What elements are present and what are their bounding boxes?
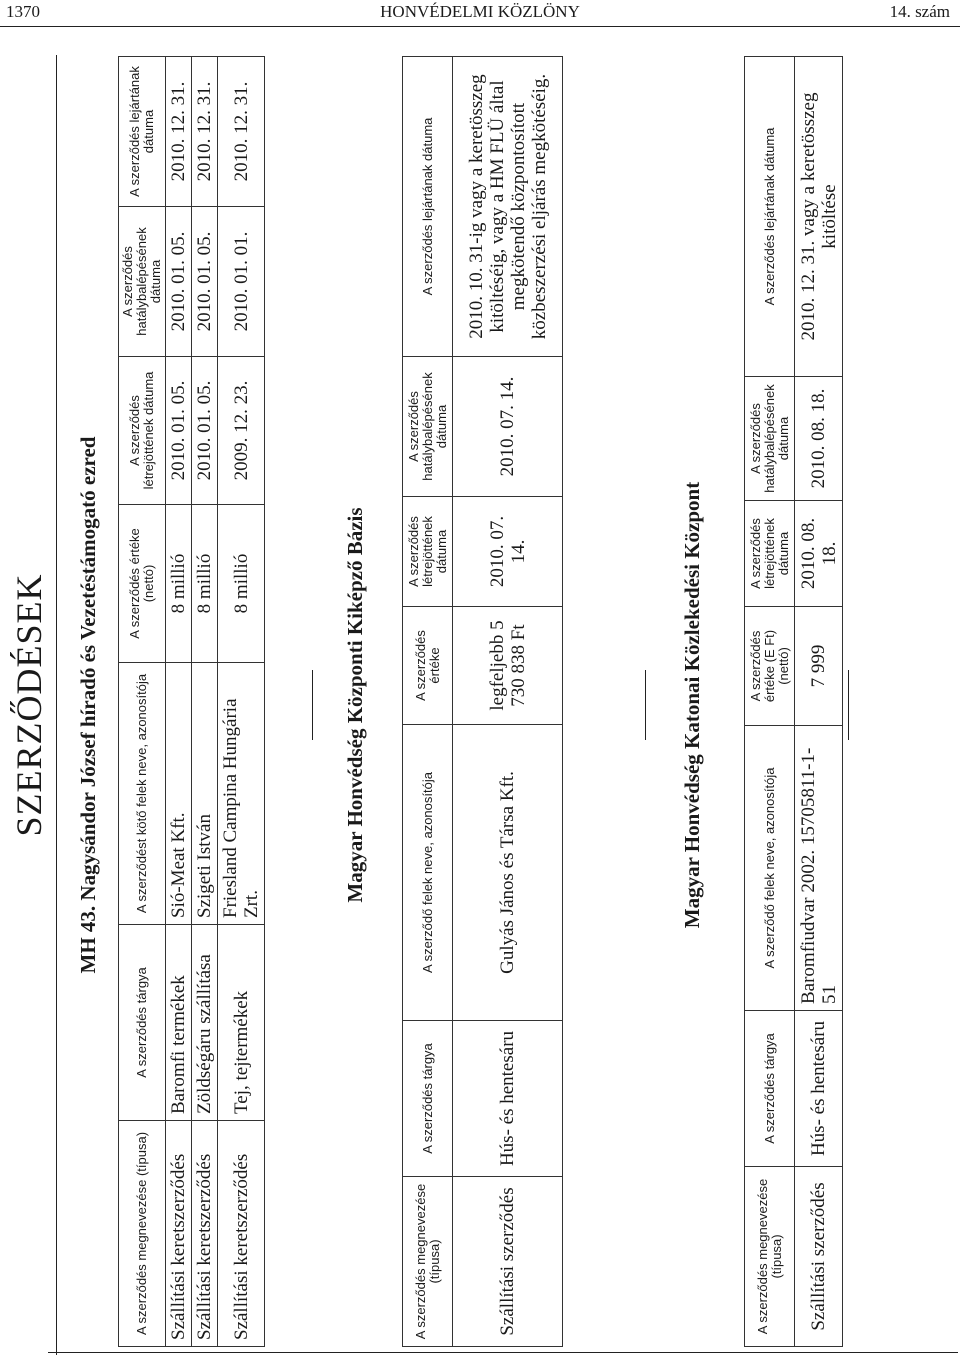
page-number: 1370: [6, 2, 40, 21]
contracts-table-mh43: [118, 56, 265, 1347]
contracts-table-kkk: [744, 56, 843, 1347]
cell-date-effective: 2010. 01. 05.: [166, 207, 192, 357]
section-title-kkb: Magyar Honvédség Központi Kiképző Bázis: [343, 507, 367, 903]
title-rule: [56, 55, 57, 1355]
issue-number: 14. szám: [889, 2, 950, 21]
cell-contract-type: Szállítási keretszerződés: [192, 1121, 218, 1347]
header-contract-type: A szerződés megnevezése (típusa): [745, 1167, 795, 1347]
header-date-expiry: A szerződés lejártának dátuma: [119, 57, 166, 207]
cell-contract-type: Szállítási szerződés: [795, 1167, 843, 1347]
cell-contract-subject: Hús- és hentesáru: [453, 1021, 563, 1177]
cell-date-expiry: 2010. 12. 31.: [192, 57, 218, 207]
cell-contract-value: legfeljebb 5 730 838 Ft: [453, 607, 563, 725]
header-contract-value: A szerződés értéke (E Ft) (nettó): [745, 607, 795, 726]
header-date-effective: A szerződés hatálybalépésének dátuma: [745, 377, 795, 501]
section-separator: [312, 670, 313, 740]
table-row: [192, 57, 218, 1347]
cell-contract-value: 7 999: [795, 607, 843, 726]
cell-date-concluded: 2010. 08. 18.: [795, 501, 843, 607]
header-contract-type: A szerződés megnevezése (típusa): [403, 1177, 453, 1347]
cell-contract-value: 8 millió: [166, 505, 192, 663]
contracts-table-kkb: [402, 56, 563, 1347]
header-date-expiry: A szerződés lejártának dátuma: [745, 57, 795, 377]
cell-date-concluded: 2009. 12. 23.: [218, 357, 265, 505]
cell-date-expiry: 2010. 12. 31.: [218, 57, 265, 207]
header-contract-parties: A szerződő felek neve, azonosítója: [745, 726, 795, 1011]
header-contract-parties: A szerződést kötő felek neve, azonosítója: [119, 663, 166, 925]
header-contract-subject: A szerződés tárgya: [745, 1011, 795, 1167]
header-date-concluded: A szerződés létrejöttének dátuma: [745, 501, 795, 607]
table-row: [453, 57, 563, 1347]
cell-date-expiry: 2010. 12. 31.: [166, 57, 192, 207]
header-contract-value: A szerződés értéke: [403, 607, 453, 725]
cell-date-concluded: 2010. 01. 05.: [192, 357, 218, 505]
header-date-expiry: A szerződés lejártának dátuma: [403, 57, 453, 357]
section-separator: [645, 670, 646, 740]
header-date-effective: A szerződés hatálybalépésének dátuma: [119, 207, 166, 357]
cell-contract-parties: Szigeti István: [192, 663, 218, 925]
cell-date-effective: 2010. 01. 05.: [192, 207, 218, 357]
cell-contract-value: 8 millió: [218, 505, 265, 663]
cell-contract-subject: Hús- és hentesáru: [795, 1011, 843, 1167]
cell-contract-type: Szállítási szerződés: [453, 1177, 563, 1347]
cell-date-concluded: 2010. 07. 14.: [453, 497, 563, 607]
cell-contract-parties: Friesland Campina Hungária Zrt.: [218, 663, 265, 925]
header-contract-value: A szerződés értéke (nettó): [119, 505, 166, 663]
table-row: [218, 57, 265, 1347]
cell-date-effective: 2010. 08. 18.: [795, 377, 843, 501]
cell-contract-type: Szállítási keretszerződés: [166, 1121, 192, 1347]
page-header: [0, 0, 960, 26]
table-row: [166, 57, 192, 1347]
cell-date-expiry: 2010. 12. 31. vagy a keretösszeg kitöltése: [795, 57, 843, 377]
section-title-kkk: Magyar Honvédség Katonai Közlekedési Központ: [680, 481, 704, 929]
header-contract-subject: A szerződés tárgya: [119, 925, 166, 1121]
cell-contract-parties: Gulyás János és Társa Kft.: [453, 725, 563, 1021]
page-title: SZERZŐDÉSEK: [9, 573, 49, 837]
header-contract-parties: A szerződő felek neve, azonosítója: [403, 725, 453, 1021]
cell-contract-type: Szállítási keretszerződés: [218, 1121, 265, 1347]
header-contract-subject: A szerződés tárgya: [403, 1021, 453, 1177]
header-date-effective: A szerződés hatálybalépésének dátuma: [403, 357, 453, 497]
header-date-concluded: A szerződés létrejöttének dátuma: [119, 357, 166, 505]
publication-title: HONVÉDELMI KÖZLÖNY: [380, 2, 580, 21]
cell-contract-parties: Baromfiudvar 2002. 15705811-1-51: [795, 726, 843, 1011]
section-title-mh43: MH 43. Nagysándor József híradó és Vezetéstámogató ezred: [76, 436, 100, 974]
cell-date-concluded: 2010. 01. 05.: [166, 357, 192, 505]
cell-contract-subject: Tej, tejtermékek: [218, 925, 265, 1121]
rotated-page-content: [0, 55, 960, 1355]
table-row: [795, 57, 843, 1347]
left-border-rule: [48, 1352, 958, 1353]
cell-contract-subject: Baromfi termékek: [166, 925, 192, 1121]
header-date-concluded: A szerződés létrejöttének dátuma: [403, 497, 453, 607]
cell-contract-parties: Sió-Meat Kft.: [166, 663, 192, 925]
cell-date-expiry: 2010. 10. 31-ig vagy a keretösszeg kitöltéséig, vagy a HM FLÜ által megkötendő központosított közbeszerzési eljárás megkötéséig.: [453, 57, 563, 357]
cell-contract-subject: Zöldségáru szállítása: [192, 925, 218, 1121]
cell-date-effective: 2010. 01. 01.: [218, 207, 265, 357]
header-contract-type: A szerződés megnevezése (típusa): [119, 1121, 166, 1347]
header-rule: [0, 26, 960, 27]
section-separator: [848, 670, 849, 740]
cell-contract-value: 8 millió: [192, 505, 218, 663]
cell-date-effective: 2010. 07. 14.: [453, 357, 563, 497]
